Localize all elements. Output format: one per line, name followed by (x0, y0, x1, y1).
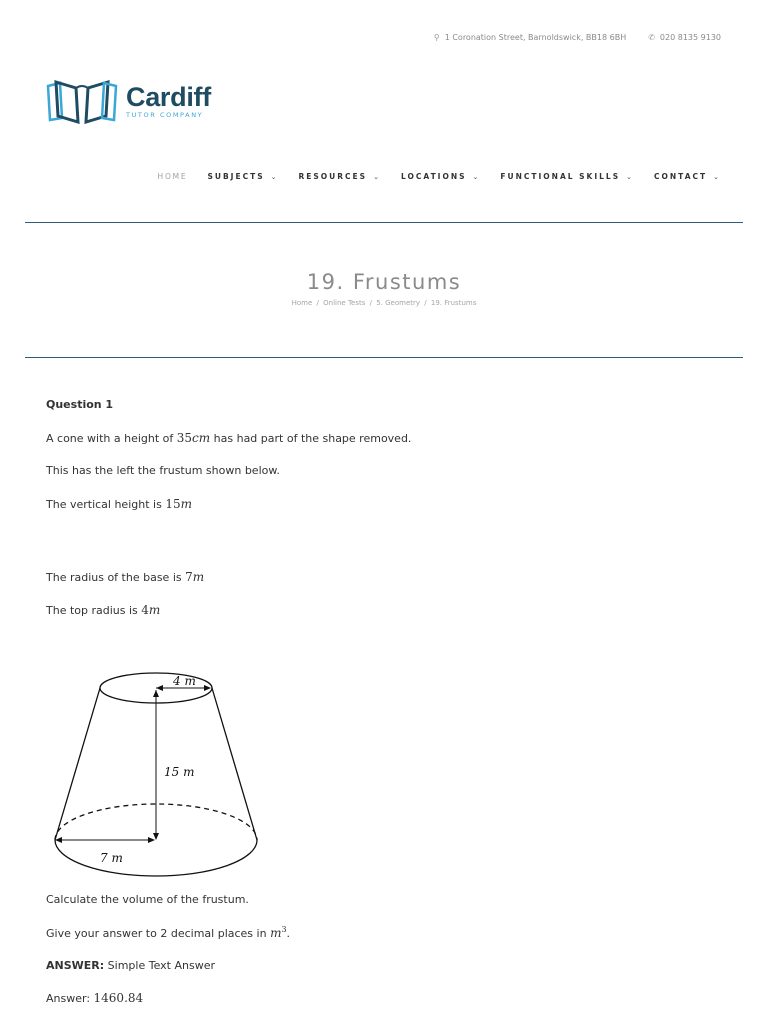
chevron-down-icon: ⌄ (626, 172, 634, 181)
page-title: 19. Frustums (306, 270, 462, 294)
question-line-top-radius: The top radius is 4m (46, 603, 161, 617)
nav-locations-label: LOCATIONS (400, 172, 467, 181)
nav-resources[interactable] (299, 172, 381, 181)
question-heading: Question 1 (46, 398, 114, 411)
nav-contact[interactable] (654, 172, 721, 181)
breadcrumb-separator: / (424, 299, 427, 307)
nav-home-label: HOME (157, 172, 188, 181)
nav-contact-label: CONTACT (654, 172, 708, 181)
nav-subjects[interactable] (207, 172, 278, 181)
address-item[interactable] (434, 33, 626, 42)
question-line-cone-height: A cone with a height of 35cm has had part of the shape removed. (46, 431, 412, 445)
base-radius-label: 7 m (100, 851, 123, 865)
location-pin-icon: ⚲ (433, 33, 440, 42)
top-radius-label: 4 m (173, 674, 196, 688)
breadcrumb-online-tests[interactable]: Online Tests (323, 299, 366, 307)
nav-locations[interactable] (401, 172, 480, 181)
logo-name: Cardiff (126, 81, 211, 112)
breadcrumb-current: 19. Frustums (430, 299, 477, 307)
question-line-decimal-places: Give your answer to 2 decimal places in $m^3$. (46, 925, 291, 940)
breadcrumb (0, 299, 768, 307)
frustum-left-side (55, 688, 100, 840)
breadcrumb-separator: / (316, 299, 319, 307)
chevron-down-icon: ⌄ (713, 172, 721, 181)
header-divider (25, 222, 743, 223)
phone-icon: ✆ (648, 33, 655, 42)
address-text: 1 Coronation Street, Barnoldswick, BB18 6BH (444, 33, 627, 42)
height-label: 15 m (164, 765, 195, 779)
logo-tagline: TUTOR COMPANY (126, 110, 204, 119)
base-radius-arrowhead-right (148, 837, 155, 843)
chevron-down-icon: ⌄ (472, 172, 481, 181)
contact-bar (434, 33, 721, 42)
nav-home[interactable] (158, 172, 188, 181)
main-nav (158, 172, 721, 181)
book-logo-icon (46, 78, 118, 124)
frustum-base-front (55, 840, 257, 876)
question-line-base-radius: The radius of the base is 7m (46, 570, 205, 584)
answer-type: ANSWER: Simple Text Answer (46, 959, 215, 972)
chevron-down-icon: ⌄ (373, 172, 381, 181)
height-arrowhead-bottom (153, 833, 159, 840)
breadcrumb-home[interactable]: Home (291, 299, 313, 307)
site-logo[interactable] (46, 78, 211, 124)
height-arrowhead-top (153, 690, 159, 697)
question-line-frustum: This has the left the frustum shown below. (46, 464, 280, 477)
nav-functional-skills[interactable] (500, 172, 634, 181)
top-radius-arrowhead-left (156, 685, 163, 691)
phone-text: 020 8135 9130 (659, 33, 721, 42)
breadcrumb-separator: / (369, 299, 372, 307)
nav-resources-label: RESOURCES (298, 172, 368, 181)
nav-functional-skills-label: FUNCTIONAL SKILLS (500, 172, 621, 181)
frustum-diagram (46, 660, 266, 880)
top-radius-arrowhead-right (204, 685, 211, 691)
nav-subjects-label: SUBJECTS (207, 172, 265, 181)
chevron-down-icon: ⌄ (270, 172, 279, 181)
phone-item[interactable] (648, 33, 721, 42)
title-divider (25, 357, 743, 358)
breadcrumb-geometry[interactable]: 5. Geometry (376, 299, 421, 307)
question-line-vertical-height: The vertical height is 15m (46, 497, 192, 511)
answer-line: Answer: 1460.84 (46, 991, 144, 1005)
question-line-calculate: Calculate the volume of the frustum. (46, 893, 249, 906)
